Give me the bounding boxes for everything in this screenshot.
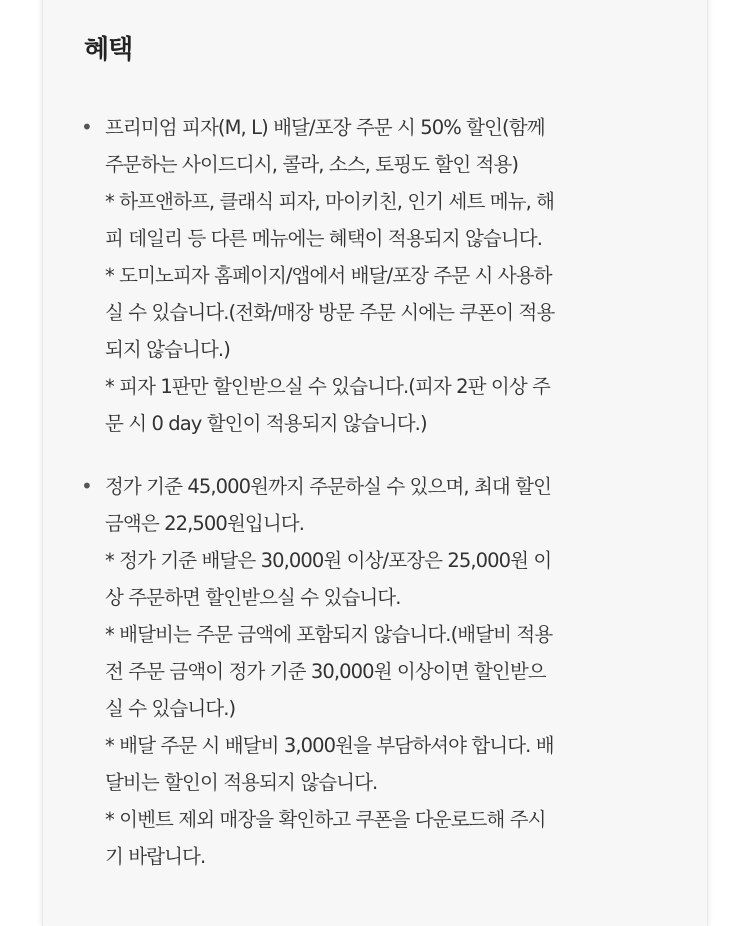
benefit-note-line: 상 주문하면 할인받으실 수 있습니다. [105,586,401,609]
benefit-note-line: 문 시 0 day 할인이 적용되지 않습니다.) [105,412,427,435]
benefit-note-line: 전 주문 금액이 정가 기준 30,000원 이상이면 할인받으 [105,660,546,683]
benefit-note-line: * 도미노피자 홈페이지/앱에서 배달/포장 주문 시 사용하 [105,264,552,287]
benefit-note-line: 실 수 있습니다.) [105,697,236,720]
benefit-note-line: 피 데일리 등 다른 메뉴에는 혜택이 적용되지 않습니다. [105,227,543,250]
benefit-note-line: * 하프앤하프, 클래식 피자, 마이키친, 인기 세트 메뉴, 해 [105,190,555,213]
bullet-icon: • [81,115,93,139]
benefits-card [42,0,708,926]
benefit-text-line: 금액은 22,500원입니다. [105,512,304,535]
list-item [81,109,681,442]
bullet-icon: • [81,474,93,498]
benefit-note-line: 실 수 있습니다.(전화/매장 방문 주문 시에는 쿠폰이 적용 [105,301,555,324]
benefit-note-line: * 배달 주문 시 배달비 3,000원을 부담하셔야 합니다. 배 [105,734,554,757]
list-item [81,468,681,875]
benefits-heading: 혜택 [84,35,133,65]
benefit-text-line: 프리미엄 피자(M, L) 배달/포장 주문 시 50% 할인(함께 [105,116,545,139]
benefit-note-line: * 피자 1판만 할인받으실 수 있습니다.(피자 2판 이상 주 [105,375,550,398]
benefit-note-line: 되지 않습니다.) [105,338,230,361]
benefits-list [81,109,681,901]
benefit-note-line: * 이벤트 제외 매장을 확인하고 쿠폰을 다운로드해 주시 [105,808,546,831]
benefit-note-line: 기 바랍니다. [105,845,206,868]
benefit-text-line: 정가 기준 45,000원까지 주문하실 수 있으며, 최대 할인 [105,475,552,498]
benefit-note-line: * 정가 기준 배달은 30,000원 이상/포장은 25,000원 이 [105,549,552,572]
benefit-note-line: 달비는 할인이 적용되지 않습니다. [105,771,378,794]
benefit-text-line: 주문하는 사이드디시, 콜라, 소스, 토핑도 할인 적용) [105,153,519,176]
benefit-note-line: * 배달비는 주문 금액에 포함되지 않습니다.(배달비 적용 [105,623,553,646]
